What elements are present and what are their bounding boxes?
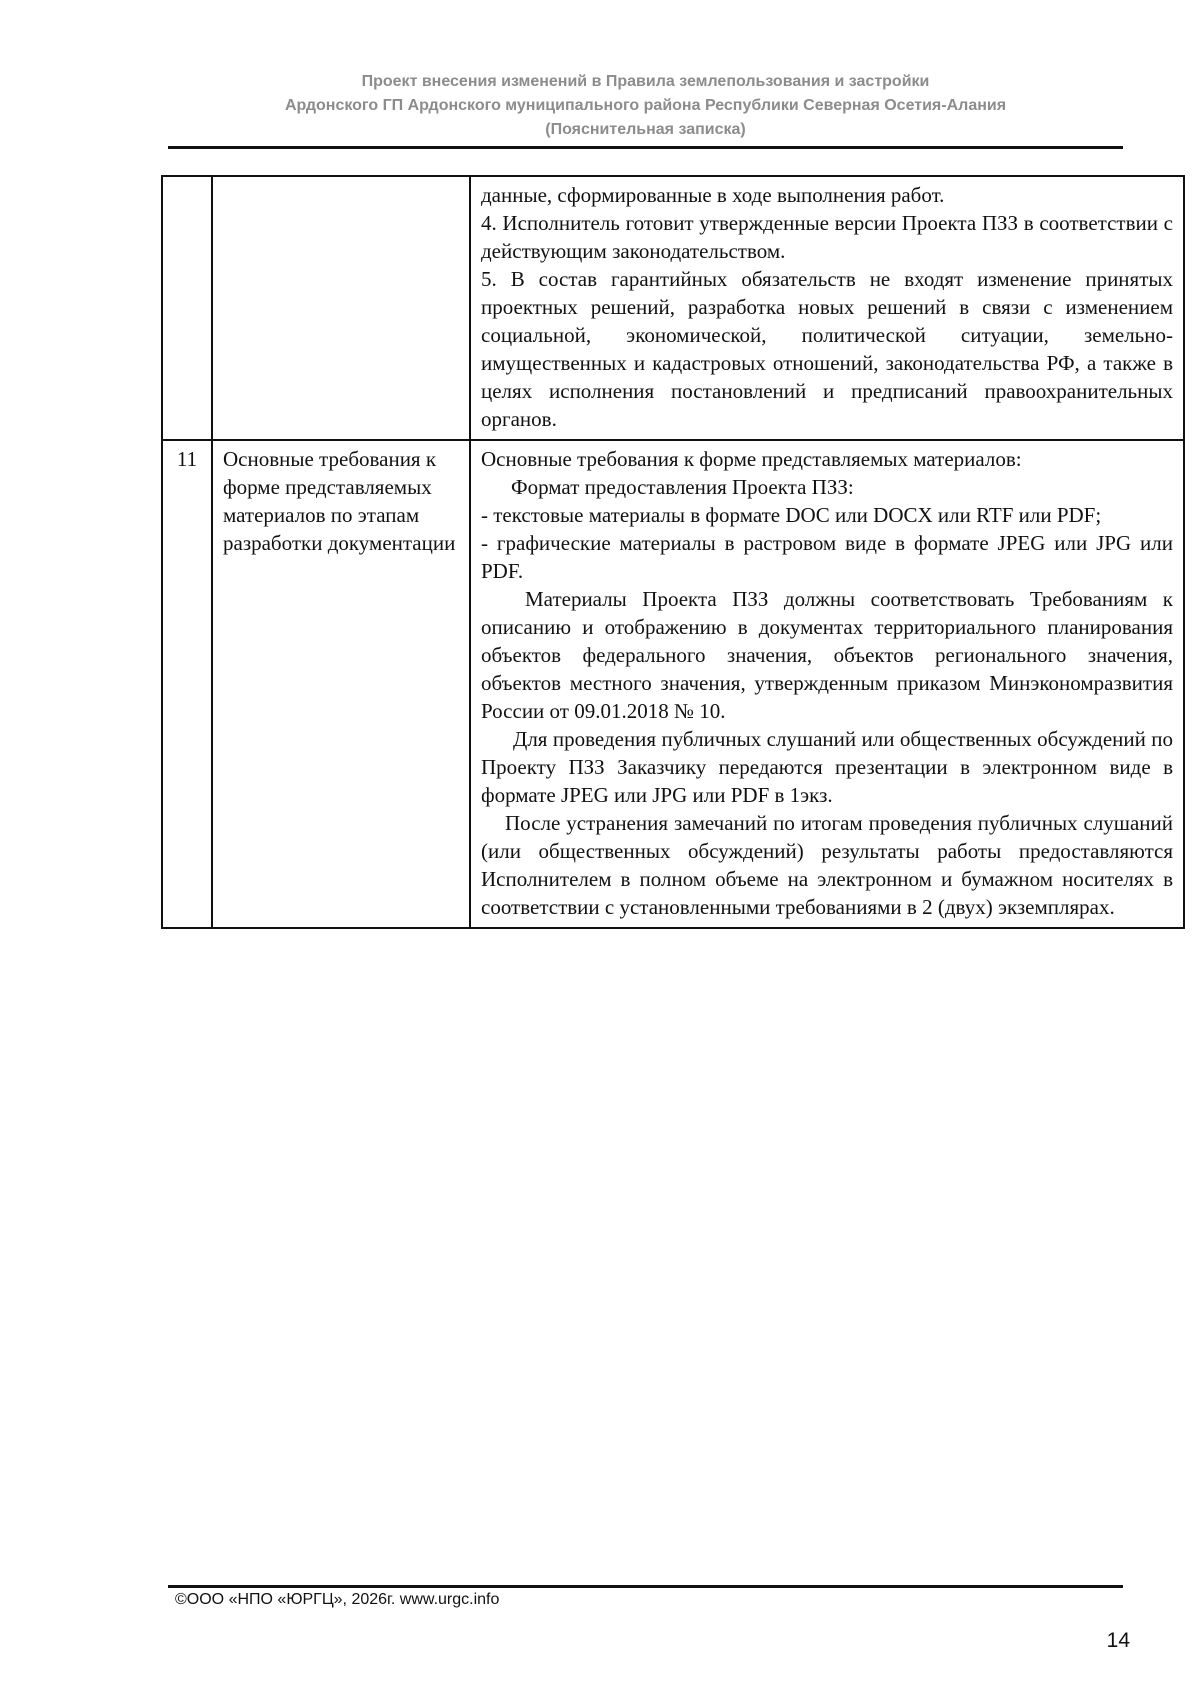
header-line-2: Ардонского ГП Ардонского муниципального района Республики Северная Осетия-Алания	[284, 97, 1007, 114]
paragraph: Для проведения публичных слушаний или общественных обсуждений по Проекту ПЗЗ Заказчику передаются презентации в электронном виде в формате JPEG или JPG или PDF в 1экз.	[481, 727, 1173, 807]
paragraph: 5. В состав гарантийных обязательств не входят изменение принятых проектных решений, разработка новых решений в связи с изменением социальной, экономической, политической ситуации, земельно-имущественных и кадастровых отношений, законодательства РФ, а также в целях исполнения постановлений и предписаний правоохранительных органов.	[481, 267, 1173, 431]
row-name-cell: Основные требования к форме представляемых материалов по этапам разработки документации	[212, 440, 470, 928]
row-description-cell	[470, 176, 1184, 440]
row-name-cell	[212, 176, 470, 440]
paragraph: После устранения замечаний по итогам проведения публичных слушаний (или общественных обсуждений) результаты работы предоставляются Исполнителем в полном объеме на электронном и бумажном носителях в соответствии с установленными требованиями в 2 (двух) экземплярах.	[481, 811, 1173, 919]
row-description-cell	[470, 440, 1184, 928]
footer-copyright: ©ООО «НПО «ЮРГЦ», 2026г. www.urgc.info	[175, 1591, 500, 1608]
footer-divider	[168, 1585, 1123, 1588]
page-number: 14	[1106, 1629, 1130, 1652]
paragraph: - текстовые материалы в формате DOC или DOCX или RTF или PDF;	[481, 503, 1102, 527]
table-row-continued	[162, 176, 1184, 440]
paragraph: данные, сформированные в ходе выполнения работ.	[481, 183, 945, 207]
paragraph: Материалы Проекта ПЗЗ должны соответствовать Требованиям к описанию и отображению в документах территориального планирования объектов федерального значения, объектов регионального значения, объектов местного значения, утвержденным приказом Минэкономразвития России от 09.01.2018 № 10.	[481, 587, 1173, 723]
row-number-cell: 11	[162, 440, 212, 928]
paragraph: 4. Исполнитель готовит утвержденные версии Проекта ПЗЗ в соответствии с действующим законодательством.	[481, 211, 1173, 263]
header-line-1: Проект внесения изменений в Правила землепользования и застройки	[361, 73, 930, 90]
header-divider	[168, 146, 1123, 149]
header-line-3: (Пояснительная записка)	[545, 121, 746, 138]
paragraph: - графические материалы в растровом виде в формате JPEG или JPG или PDF.	[481, 531, 1173, 583]
requirements-table	[161, 175, 1185, 929]
paragraph: Формат предоставления Проекта ПЗЗ:	[511, 475, 854, 499]
page-header	[168, 70, 1123, 142]
row-number-cell	[162, 176, 212, 440]
table-row-11	[162, 440, 1184, 928]
paragraph: Основные требования к форме представляемых материалов:	[481, 447, 1022, 471]
